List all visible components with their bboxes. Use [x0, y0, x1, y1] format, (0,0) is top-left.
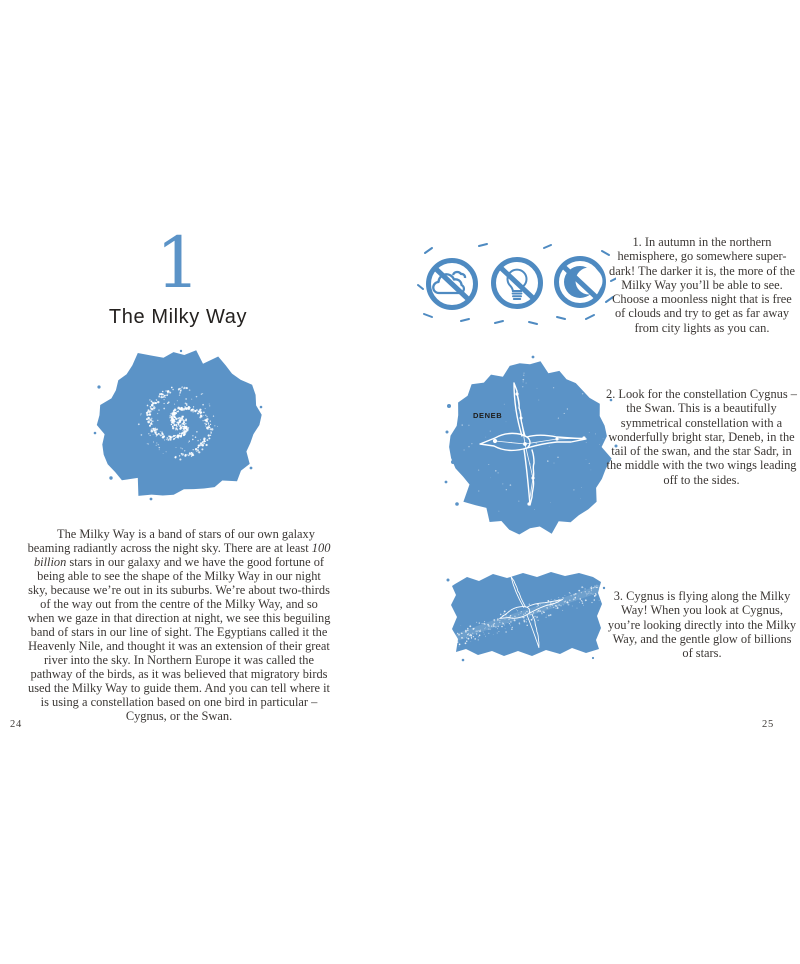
page-title: The Milky Way: [108, 306, 248, 328]
step-3-text: 3. Cygnus is flying along the Milky Way! When you look at Cygnus, you’re looking directly into the Milky Way, and the gentle glow of billions of stars.: [607, 589, 797, 661]
page-number-left: 24: [10, 719, 23, 730]
prohibition-icons-row: [416, 238, 616, 333]
paragraph-italic-text: 100 billion: [33, 541, 331, 570]
milky-way-band-illustration: [443, 560, 608, 665]
page-number-right: 25: [762, 719, 775, 730]
paragraph-text: stars in our galaxy and we have the good fortune of being able to see the shape of the Milky Way in our night sky, because we’re out in its suburbs. We’re about two-thirds of the way out from the centre of the Milky Way, and so when we gaze in that direction at night, we see this beguiling band of stars in our line of sight. The Egyptians called it the Heavenly Nile, and thought it was an extension of their great river into the sky. In Northern Europe it was called the pathway of the birds, as it was believed that migratory birds used the Milky Way to guide them. And you can tell where it is using a constellation based on one bird in particular – Cygnus, or the Swan.: [27, 555, 331, 724]
no-clouds-icon: [429, 261, 476, 308]
chapter-number: 1: [155, 222, 201, 304]
step-2-text: 2. Look for the constellation Cygnus – the Swan. This is a beautifully symmetrical constellation with a wonderfully bright star, Deneb, in the tail of the swan, and the star Sadr, in the middle with the two wings leading off to the sides.: [606, 387, 797, 487]
no-light-bulb-icon: [494, 260, 541, 307]
deneb-star-label: DENEB: [473, 411, 503, 420]
paragraph-text: The Milky Way is a band of stars of our own galaxy beaming radiantly across the night sky. There are at least: [27, 527, 315, 556]
no-moon-icon: [557, 259, 604, 306]
step-1-text: 1. In autumn in the northern hemisphere, go somewhere super-dark! The darker it is, the more of the Milky Way you’ll be able to see. Choose a moonless night that is free of clouds and try to get as far away from city lights as you can.: [609, 235, 795, 335]
cygnus-constellation-illustration: [443, 354, 620, 539]
chapter-paragraph: [26, 527, 332, 723]
spiral-galaxy-illustration: [91, 347, 268, 504]
